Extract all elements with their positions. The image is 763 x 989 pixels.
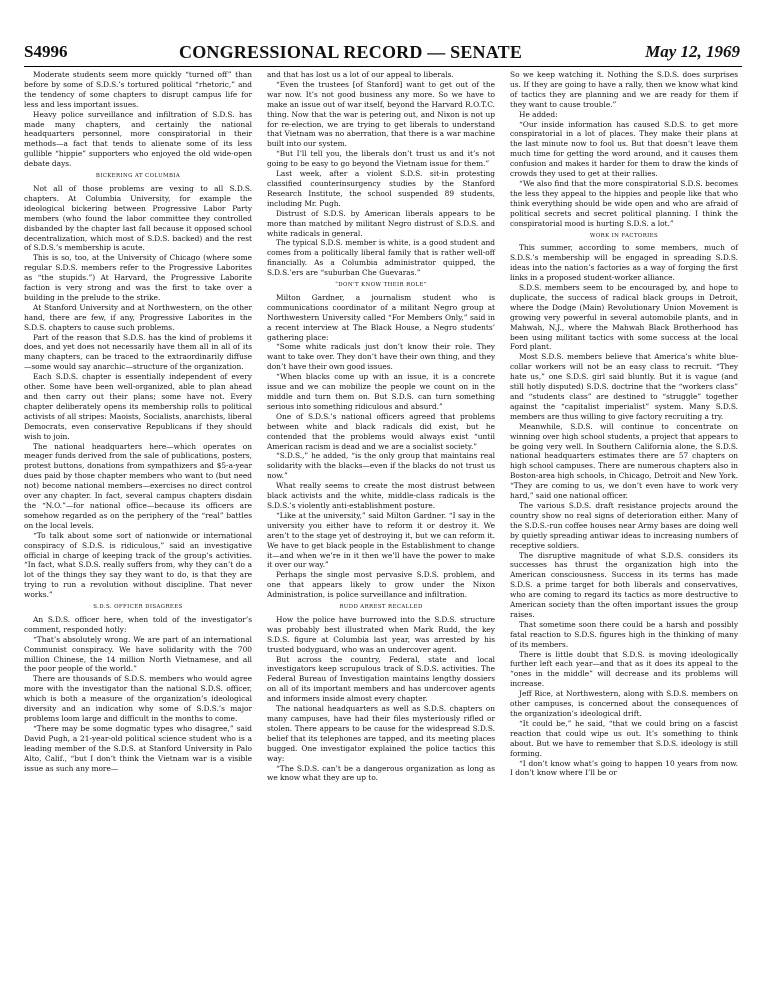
- text-column-2: [267, 70, 495, 783]
- paragraph: “There may be some dogmatic types who disagree,” said David Pugh, a 21-year-old political science student who is a leading member of the S.D.S. at Stanford University in Palo Alto, Calif., “but I don’t think the Vietnam war is a visible issue as such any more—: [24, 723, 252, 773]
- paragraph: Not all of those problems are vexing to all S.D.S. chapters. At Columbia University, for example the ideological bickering between Progressive Labor Party members (who found the labor committee they controlled disbanded by the chapter last fall because it opposed school decentralization, which most of S.D.S. backed) and the rest of S.D.S.’s membership is acute.: [24, 183, 252, 253]
- section-subheading: BICKERING AT COLUMBIA: [95, 173, 181, 180]
- paragraph: The various S.D.S. draft resistance projects around the country show no real signs of deterioration either. Many of the S.D.S.-run coffee houses near Army bases are doing well by quietly spreading antiwar ideas to increasing numbers of receptive soldiers.: [510, 500, 738, 550]
- paragraph: The typical S.D.S. member is white, is a good student and comes from a politically liberal family that is rather well-off financially. As a Columbia administrator quipped, the S.D.S.’ers are “suburban Che Guevaras.”: [267, 238, 495, 278]
- header-rule: [24, 66, 742, 67]
- paragraph: The disruptive magnitude of what S.D.S. considers its successes has thrust the organization high into the American consciousness. Success in its terms has made S.D.S. a prime target for both liberals and conservatives, who are coming to regard its tactics as more destructive to American society than the often important issues the group raises.: [510, 550, 738, 619]
- paragraph: “Like at the university,” said Milton Gardner. “I say in the university you either have to reform it or destroy it. We aren’t to the stage yet of destroying it, but we can reform it. We have to get black people in the Establishment to change it—and when we’re in it then we’ll have the power to make it over our way.”: [267, 510, 495, 570]
- page-header: [24, 42, 740, 68]
- paragraph: So we keep watching it. Nothing the S.D.S. does surprises us. If they are going to have a rally, then we know what kind of tactics they are planning and we are ready for them if they want to cause trouble.”: [510, 70, 738, 109]
- paragraph: “I don’t know what’s going to happen 10 years from now. I don’t know where I’ll be or: [510, 758, 738, 778]
- paragraph: There are thousands of S.D.S. members who would agree more with the investigator than the national S.D.S. officer, which is both a measure of the organization’s ideological diversity and an indication why some of S.D.S.’s major problems loom large and difficult in the months to come.: [24, 674, 252, 723]
- paragraph: “But I’ll tell you, the liberals don’t trust us and it’s not going to be easy to go beyond the Vietnam issue for them.”: [267, 149, 495, 169]
- paragraph: This is so, too, at the University of Chicago (where some regular S.D.S. members refer to the Progressive Laborites as “the stupids.”) At Harvard, the Progressive Laborite faction is very strong and was the first to take over a building in the prelude to the strike.: [24, 253, 252, 302]
- paragraph: How the police have burrowed into the S.D.S. structure was probably best illustrated when Mark Rudd, the key S.D.S. figure at Columbia last year, was arrested by his trusted bodyguard, who was an undercover agent.: [267, 614, 495, 654]
- paragraph: That sometime soon there could be a harsh and possibly fatal reaction to S.D.S. figures high in the thinking of many of its members.: [510, 619, 738, 649]
- paragraph: S.D.S. members seem to be encouraged by, and hope to duplicate, the success of radical black groups in Detroit, where the Dodge (Main) Revolutionary Union Movement is growing very powerful in several automobile plants, and in Mahwah, N.J., where the Mahwah Black Brotherhood has been using militant tactics with some success at the local Ford plant.: [510, 283, 738, 352]
- paragraph: “When blacks come up with an issue, it is a concrete issue and we can mobilize the people we count on in the middle and turn them on. But S.D.S. can turn something serious into something ridiculous and absurd.”: [267, 372, 495, 411]
- paragraph: At Stanford University and at Northwestern, on the other hand, there are few, if any, Progressive Laborites in the S.D.S. chapters to cause such problems.: [24, 302, 252, 332]
- paragraph: “We also find that the more conspiratorial S.D.S. becomes the less they appeal to the hippies and people like that who think everything should be wide open and who are afraid of political secrets and secret political planning. I think the conspiratorial mood is hurting S.D.S. a lot.”: [510, 178, 738, 228]
- paragraph: This summer, according to some members, much of S.D.S.’s membership will be engaged in spreading S.D.S. ideas into the nation’s factories as a way of forging the first links in a proposed student-worker alliance.: [510, 243, 738, 283]
- page-number: S4996: [24, 42, 68, 61]
- paragraph: Jeff Rice, at Northwestern, along with S.D.S. members on other campuses, is concerned about the consequences of the organization’s ideological drift.: [510, 689, 738, 718]
- issue-date: May 12, 1969: [645, 42, 740, 61]
- paragraph: Milton Gardner, a journalism student who is communications coordinator of a militant Negro group at Northwestern University called “For Members Only,” said in a recent interview at The Black House, a Negro students’ gathering place:: [267, 292, 495, 342]
- paragraph: What really seems to create the most distrust between black activists and the white, middle-class radicals is the S.D.S.’s violently anti-establishment posture.: [267, 481, 495, 510]
- paragraph: But across the country, Federal, state and local investigators keep scrupulous track of S.D.S. activities. The Federal Bureau of Investigation maintains lengthy dossiers on all of its important members and has undercover agents and informers inside almost every chapter.: [267, 654, 495, 704]
- paragraph: Last week, after a violent S.D.S. sit-in protesting classified counterinsurgency studies by the Stanford Research Institute, the school suspended 89 students, including Mr. Pugh.: [267, 169, 495, 208]
- section-subheading: WORK IN FACTORIES: [589, 232, 659, 239]
- paragraph: There is little doubt that S.D.S. is moving ideologically further left each year—and that as it does its appeal to the “ones in the middle” will decrease and its problems will increase.: [510, 649, 738, 689]
- paragraph: Moderate students seem more quickly “turned off” than before by some of S.D.S.’s tortured political “rhetoric,” and the tendency of some chapters to disrupt campus life for less and less important issues.: [24, 70, 252, 109]
- paragraph: “S.D.S.,” he added, “is the only group that maintains real solidarity with the blacks—even if the blacks do not trust us now.”: [267, 451, 495, 481]
- paragraph: The national headquarters as well as S.D.S. chapters on many campuses, have had their files mysteriously rifled or stolen. There appears to be cause for the widespread S.D.S. belief that its telephones are tapped, and its meeting places bugged. One investigator explained the police tactics this way:: [267, 704, 495, 763]
- paragraph: “The S.D.S. can’t be a dangerous organization as long as we know what they are up to.: [267, 763, 495, 783]
- publication-title: CONGRESSIONAL RECORD — SENATE: [179, 42, 523, 62]
- paragraph: “To talk about some sort of nationwide or international conspiracy of S.D.S. is ridiculous,” said an investigative official in charge of keeping track of the group’s activities. “In fact, what S.D.S. really suffers from, why they can’t do a lot of the things they say they want to do, is that they are trying to run a revolution without discipline. That never works.”: [24, 530, 252, 600]
- paragraph: Meanwhile, S.D.S. will continue to concentrate on winning over high school students, a project that appears to be going very well. In Southern California alone, the S.D.S. national headquarters estimates there are 57 chapters on high school campuses. There are numerous chapters also in Boston-area high schools, in Chicago, Detroit and New York. “They are coming to us, we don’t even have to work very hard,” said one national officer.: [510, 421, 738, 501]
- paragraph: “Even the trustees [of Stanford] want to get out of the war now. It’s not good business any more. So we have to make an issue out of war itself, beyond the Harvard R.O.T.C. thing. Now that the war is petering out, and Nixon is not up for re-election, we are trying to get liberals to understand that Vietnam was no aberration, that there is a war machine built into our system.: [267, 79, 495, 149]
- section-subheading: RUDD ARREST RECALLED: [339, 604, 423, 611]
- paragraph: One of S.D.S.’s national officers agreed that problems between white and black radicals did exist, but he contended that the problems would always exist “until American racism is dead and we are a socialist society.”: [267, 411, 495, 451]
- paragraph: Distrust of S.D.S. by American liberals appears to be more than matched by militant Negro distrust of S.D.S. and white radicals in general.: [267, 208, 495, 238]
- paragraph: “Our inside information has caused S.D.S. to get more conspiratorial in a lot of places. They make their plans at the last minute now to fool us. But that doesn’t leave them much time for getting the word around, and it causes them confusion and makes it harder for them to draw the kinds of crowds they used to get at their rallies.: [510, 119, 738, 179]
- paragraph: Each S.D.S. chapter is essentially independent of every other. Some have been well-organized, able to plan ahead and then carry out their plans; some have not. Every chapter deliberately opens its membership rolls to political activists of all stripes: Maoists, Socialists, anarchists, liberal Democrats, even conservative Republicans if they should wish to join.: [24, 372, 252, 441]
- paragraph: The national headquarters here—which operates on meager funds derived from the sale of publications, posters, protest buttons, donations from sympathizers and $5-a-year dues paid by those chapter members who want to (but need not) become national members—exercises no direct control over any chapter. In fact, several campus chapters disdain the “N.O.”—for national office—because its officers are somehow regarded as on the periphery of the “real” battles on the local levels.: [24, 441, 252, 530]
- paragraph: An S.D.S. officer here, when told of the investigator’s comment, responded hotly:: [24, 614, 252, 634]
- paragraph: Heavy police surveillance and infiltration of S.D.S. has made many chapters, and certainly the national headquarters personnel, more conspiratorial in their methods—a fact that tends to alienate some of its less gullible “hippie” supporters who enjoyed the old wide-open debate days.: [24, 109, 252, 169]
- section-subheading: S.D.S. OFFICER DISAGREES: [93, 604, 183, 611]
- paragraph: “Some white radicals just don’t know their role. They want to take over. They don’t have their own thing, and they don’t have their own good issues.: [267, 342, 495, 372]
- section-subheading: “DON’T KNOW THEIR ROLE”: [335, 282, 427, 289]
- paragraph: “It could be,” he said, “that we could bring on a fascist reaction that could wipe us out. It’s something to think about. But we have to remember that S.D.S. ideology is still forming.: [510, 718, 738, 758]
- paragraph: Part of the reason that S.D.S. has the kind of problems it does, and yet does not necessarily have them all in all of its many chapters, can be traced to the extraordinarily diffuse—some would say anarchic—structure of the organization.: [24, 332, 252, 372]
- text-column-1: [24, 70, 252, 773]
- paragraph: He added:: [519, 109, 558, 119]
- paragraph: Perhaps the single most pervasive S.D.S. problem, and one that appears likely to grow under the Nixon Administration, is police surveillance and infiltration.: [267, 570, 495, 600]
- paragraph: Most S.D.S. members believe that America’s white blue-collar workers will not be an easy class to recruit. “They hate us,” one S.D.S. girl said bluntly. But it is vague (and still hotly disputed) S.D.S. doctrine that the “workers class” and “students class” are destined to “struggle” together against the “capitalist imperialist” system. Many S.D.S. members are thus willing to give factory recruiting a try.: [510, 352, 738, 421]
- paragraph: “That’s absolutely wrong. We are part of an international Communist conspiracy. We have solidarity with the 700 million Chinese, the 14 million North Vietnamese, and all the poor people of the world.”: [24, 634, 252, 674]
- text-column-3: [510, 70, 738, 778]
- paragraph: and that has lost us a lot of our appeal to liberals.: [267, 70, 454, 79]
